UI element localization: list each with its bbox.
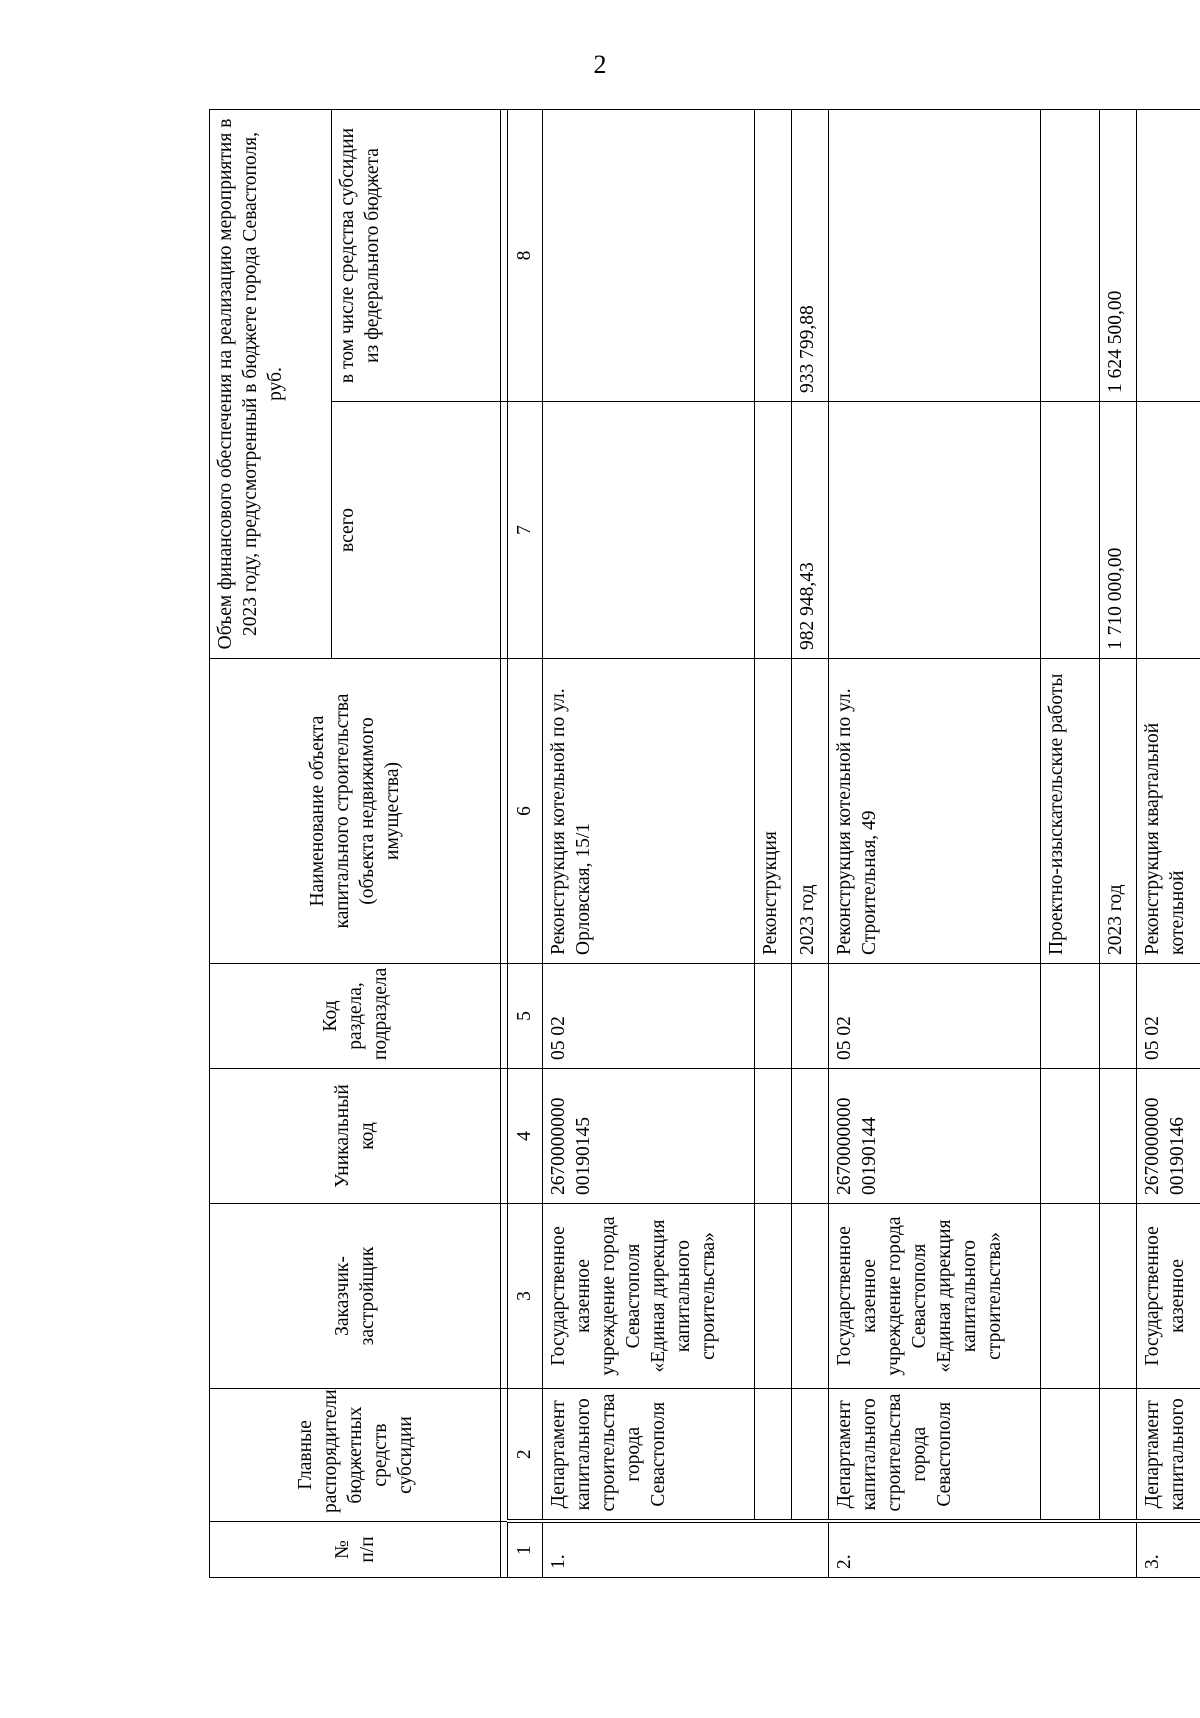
- row3-grbs: Департамент капитального: [1136, 1389, 1200, 1522]
- row2-no: 2.: [829, 1522, 1136, 1578]
- row1-razdel: 05 02: [542, 964, 754, 1069]
- header-financing: Объем финансового обеспечения на реализацию мероприятия в 2023 году, предусмотренный в бюджете города Севастополя, руб.: [210, 109, 332, 658]
- row1-zakazchik: Государственное казенное учреждение города Севастополя «Единая дирекция капитального строительства»: [542, 1204, 754, 1389]
- table-row-1: [542, 109, 754, 1577]
- header-unique-code: Уникальный код: [210, 1069, 501, 1204]
- table-row-2: [829, 109, 1041, 1577]
- header-zakazchik: Заказчик-застройщик: [210, 1204, 501, 1389]
- row1-federal-empty: [542, 109, 754, 401]
- row2-zakazchik: Государственное казенное учреждение города Севастополя «Единая дирекция капитального строительства»: [829, 1204, 1041, 1389]
- colnum-6: 6: [508, 659, 543, 964]
- row1-total-empty: [542, 402, 754, 659]
- table-row-2-sub2: [1099, 109, 1136, 1577]
- row2-total: 1 710 000,00: [1099, 402, 1136, 659]
- table-row-3: [1136, 109, 1200, 1577]
- row1-sub1: Реконструкция: [754, 659, 791, 964]
- page-number: 2: [593, 50, 607, 79]
- row2-object-name: Реконструкция котельной по ул. Строительная, 49: [829, 659, 1041, 964]
- row1-object-name: Реконструкция котельной по ул. Орловская, 15/1: [542, 659, 754, 964]
- row3-code: 2670000000 00190146: [1136, 1069, 1200, 1204]
- row2-razdel: 05 02: [829, 964, 1041, 1069]
- table-row-1-sub1: [754, 109, 791, 1577]
- colnum-8: 8: [508, 109, 543, 401]
- header-row: [210, 109, 332, 1577]
- row3-no: 3.: [1136, 1522, 1200, 1578]
- colnum-5: 5: [508, 964, 543, 1069]
- header-federal: в том числе средства субсидии из федерального бюджета: [332, 109, 501, 401]
- row1-sub2: 2023 год: [792, 659, 829, 964]
- header-gap: [501, 109, 508, 1577]
- row2-grbs: Департамент капитального строительства города Севастополя: [829, 1389, 1041, 1522]
- column-numbers-row: [508, 109, 543, 1577]
- header-grbs: Главные распорядители бюджетных средств субсидии: [210, 1389, 501, 1522]
- colnum-2: 2: [508, 1389, 543, 1522]
- financing-table: [209, 109, 1200, 1578]
- row1-federal: 933 799,88: [792, 109, 829, 401]
- header-object-name: Наименование объекта капитального строительства (объекта недвижимого имущества): [210, 659, 501, 964]
- table-row-1-sub2: [792, 109, 829, 1577]
- colnum-7: 7: [508, 402, 543, 659]
- table-row-2-sub1: [1041, 109, 1099, 1577]
- row3-zakazchik: Государственное казенное: [1136, 1204, 1200, 1389]
- row3-object-name: Реконструкция квартальной котельной: [1136, 659, 1200, 964]
- colnum-3: 3: [508, 1204, 543, 1389]
- colnum-4: 4: [508, 1069, 543, 1204]
- row3-razdel: 05 02: [1136, 964, 1200, 1069]
- header-razdel-code: Код раздела, подраздела: [210, 964, 501, 1069]
- header-no: № п/п: [210, 1522, 501, 1578]
- row2-federal: 1 624 500,00: [1099, 109, 1136, 401]
- row1-code: 2670000000 00190145: [542, 1069, 754, 1204]
- row1-no: 1.: [542, 1522, 828, 1578]
- rotated-table-wrapper: [209, 110, 1200, 1578]
- row1-total: 982 948,43: [792, 402, 829, 659]
- colnum-1: 1: [508, 1522, 543, 1578]
- row1-grbs: Департамент капитального строительства города Севастополя: [542, 1389, 754, 1522]
- row2-sub1: Проектно-изыскательские работы: [1041, 659, 1099, 964]
- row2-code: 2670000000 00190144: [829, 1069, 1041, 1204]
- header-total: всего: [332, 402, 501, 659]
- row2-sub2: 2023 год: [1099, 659, 1136, 964]
